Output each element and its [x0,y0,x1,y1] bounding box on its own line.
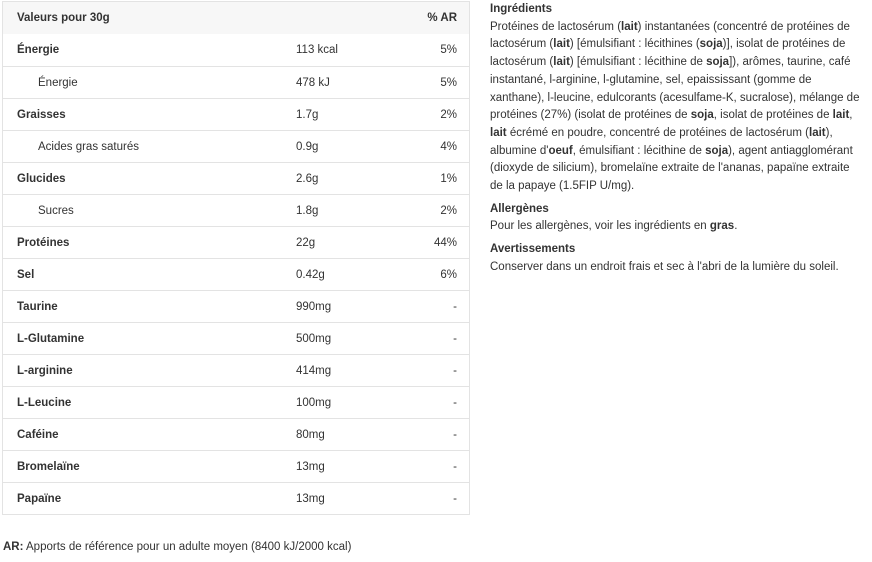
footnote [3,541,351,553]
row-label: Énergie [38,76,78,89]
row-value: 0.42g [296,268,325,281]
allergen-highlight: lait [809,126,826,139]
footnote-text: Apports de référence pour un adulte moyen (8400 kJ/2000 kcal) [23,541,352,553]
row-value: 13mg [296,460,325,473]
ingredients-segment: ) [émulsifiant : lécithines ( [569,38,700,51]
row-label: Graisses [17,108,66,121]
row-label: L-Leucine [17,396,72,409]
nutrition-table-header [3,2,469,34]
row-ar: 4% [440,140,457,153]
nutrition-rows [3,34,469,514]
row-ar: 1% [440,172,457,185]
ingredients-segment: ) [émulsifiant : lécithine de [569,56,707,69]
allergen-highlight: lait [832,109,850,122]
ingredients-segment: , isolat de protéines de [713,109,833,122]
table-row [3,418,469,450]
allergen-highlight: lait [621,20,638,33]
table-row [3,226,469,258]
ingredients-segment: )], isolat de protéines de lactosérum ( [490,38,846,69]
ingredients-title: Ingrédients [490,3,552,15]
row-label: Protéines [17,236,70,249]
allergens-section [490,201,865,236]
row-label: Acides gras saturés [38,140,139,153]
table-row [3,98,469,130]
table-row [3,162,469,194]
row-ar: 2% [440,204,457,217]
allergen-highlight: soja [699,38,723,51]
allergens-title: Allergènes [490,202,549,215]
ingredients-segment: ), agent antiagglomérant (dioxyde de silicium), bromelaïne extraite de l'ananas, papaïne extraite de la papaye (1.5FIP U/mg). [490,144,853,193]
row-ar: - [453,300,457,313]
allergen-highlight: soja [690,109,714,122]
row-ar: - [453,428,457,441]
allergens-text [490,218,865,236]
table-row [3,322,469,354]
row-value: 2.6g [296,172,319,185]
row-label: Glucides [17,172,66,185]
ingredients-segment: Protéines de lactosérum ( [490,20,622,33]
nutrition-table [2,1,470,515]
table-row [3,34,469,66]
row-value: 13mg [296,492,325,505]
allergen-highlight: oeuf [548,144,573,157]
row-ar: 6% [440,268,457,281]
row-label: Énergie [17,44,60,56]
warnings-title: Avertissements [490,243,576,256]
ingredients-text [490,19,865,196]
row-ar: 44% [433,236,457,249]
allergen-highlight: lait [553,38,570,51]
product-info [490,1,865,282]
table-row [3,66,469,98]
row-ar: - [453,364,457,377]
allergen-highlight: lait [553,56,570,69]
allergen-highlight: soja [705,144,729,157]
footnote-abbr: AR: [3,541,24,553]
allergens-text-after: . [734,220,738,233]
warnings-text: Conserver dans un endroit frais et sec à l'abri de la lumière du soleil. [490,260,839,273]
table-row [3,450,469,482]
row-value: 113 kcal [296,44,338,56]
ingredients-segment: ]), arômes, taurine, café instantané, l-arginine, l-glutamine, sel, epaississant (gomme de xanthane), l-leucine, edulcorants (acesulfame-K, sucralose), mélange de protéines (27%) (isolat de protéines de [490,56,860,122]
allergen-highlight: lait [490,126,507,139]
ingredients-segment: ), albumine d' [490,126,833,157]
header-ar: % AR [427,12,457,24]
row-label: L-Glutamine [17,332,85,345]
row-label: Sucres [38,204,74,217]
row-label: Taurine [17,300,58,313]
table-row [3,482,469,514]
allergen-highlight: soja [706,56,730,69]
row-label: Papaïne [17,492,62,505]
row-label: L-arginine [17,364,73,377]
row-value: 100mg [296,396,332,409]
row-ar: - [453,492,457,505]
row-ar: - [453,460,457,473]
ingredients-segment: ) instantanées (concentré de protéines de lactosérum ( [490,20,850,51]
allergens-text-before: Pour les allergènes, voir les ingrédients en [490,220,710,233]
header-label: Valeurs pour 30g [17,12,110,24]
row-value: 500mg [296,332,332,345]
row-ar: 2% [440,108,457,121]
row-value: 22g [296,236,316,249]
row-ar: - [453,396,457,409]
row-value: 1.7g [296,108,319,121]
row-label: Caféine [17,428,59,441]
table-row [3,354,469,386]
ingredients-segment: , émulsifiant : lécithine de [572,144,706,157]
row-value: 0.9g [296,140,319,153]
table-row [3,258,469,290]
row-ar: 5% [440,44,457,56]
table-row [3,386,469,418]
ingredients-segment: , [849,109,853,122]
row-ar: 5% [440,76,457,89]
row-value: 80mg [296,428,325,441]
warnings-section [490,241,865,276]
row-label: Bromelaïne [17,460,80,473]
row-value: 990mg [296,300,332,313]
table-row [3,290,469,322]
row-value: 1.8g [296,204,319,217]
row-value: 478 kJ [296,76,330,89]
row-label: Sel [17,268,35,281]
row-value: 414mg [296,364,332,377]
table-row [3,130,469,162]
allergens-text-bold: gras [709,220,735,233]
table-row [3,194,469,226]
ingredients-section [490,1,865,196]
row-ar: - [453,332,457,345]
ingredients-segment: écrémé en poudre, concentré de protéines de lactosérum ( [506,126,809,139]
